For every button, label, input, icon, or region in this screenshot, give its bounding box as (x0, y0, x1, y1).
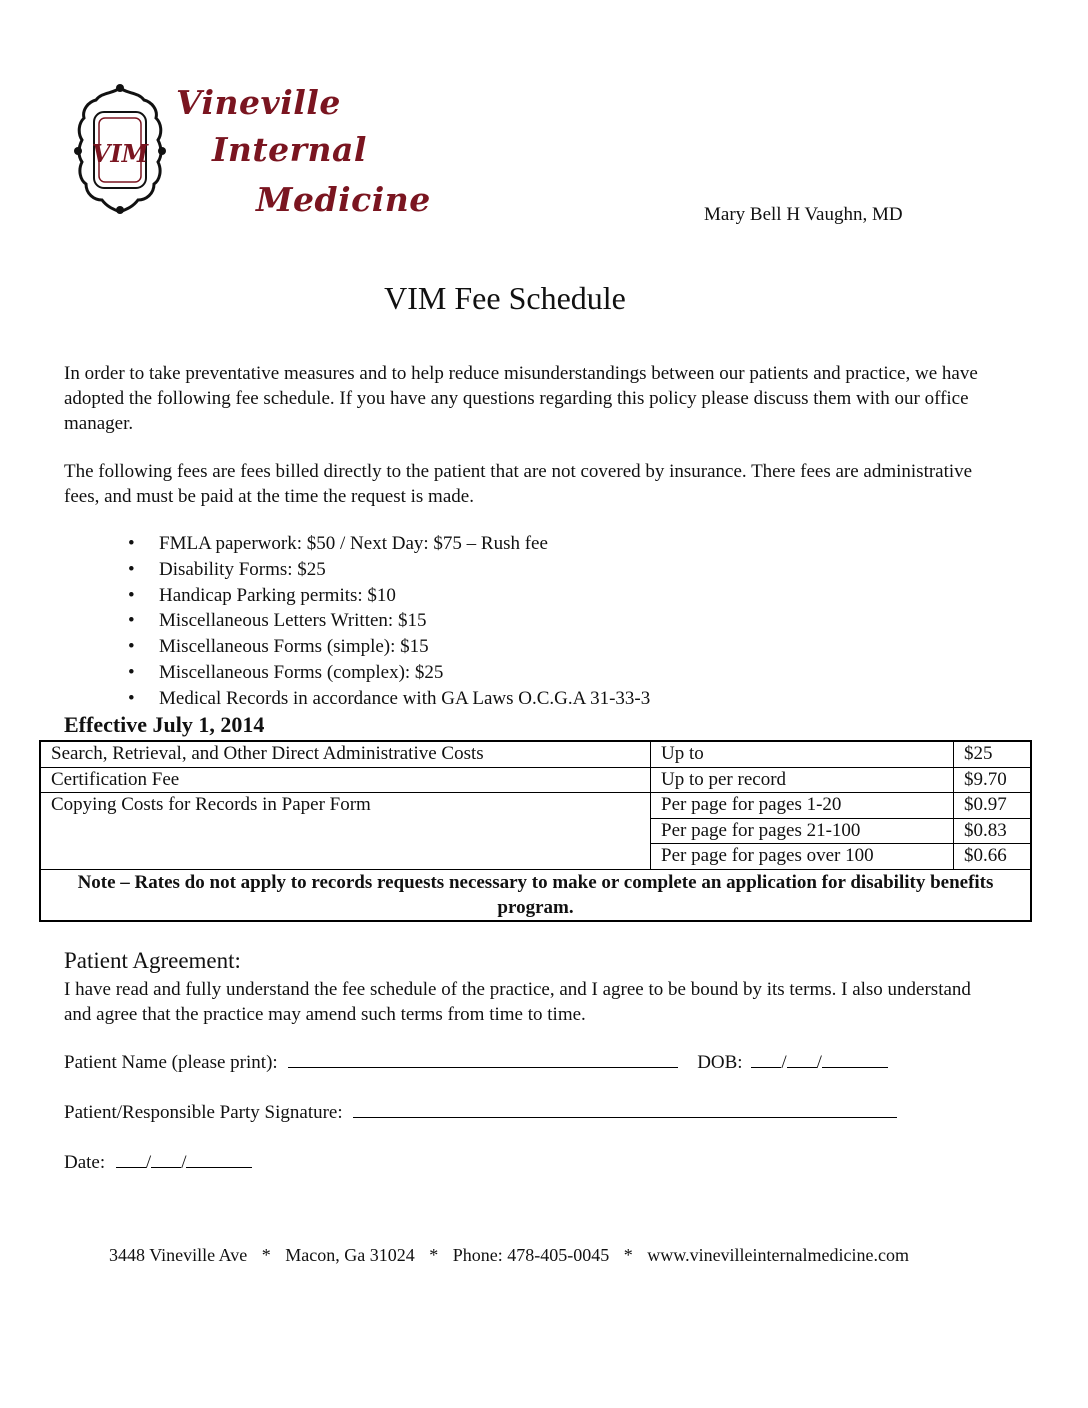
table-cell-basis: Per page for pages over 100 (651, 844, 954, 870)
list-item: • Medical Records in accordance with GA Laws O.C.G.A 31-33-3 (128, 686, 650, 712)
logo-text-line-3: Medicine (256, 180, 431, 219)
footer-separator: * (429, 1245, 439, 1265)
table-cell-basis: Up to (651, 741, 954, 767)
patient-name-label: Patient Name (please print): (64, 1052, 278, 1073)
doctor-name: Mary Bell H Vaughn, MD (704, 204, 903, 225)
table-cell-amount: $9.70 (954, 767, 1032, 793)
table-cell-description: Search, Retrieval, and Other Direct Administrative Costs (40, 741, 651, 767)
fee-bullet-list (128, 531, 650, 712)
table-cell-amount: $25 (954, 741, 1032, 767)
date-month-field[interactable] (116, 1149, 146, 1168)
date-day-field[interactable] (151, 1149, 181, 1168)
practice-logo-emblem (72, 82, 168, 216)
date-label: Date: (64, 1152, 106, 1173)
dob-month-field[interactable] (751, 1049, 781, 1068)
table-cell-basis: Per page for pages 1-20 (651, 793, 954, 819)
dob-label: DOB: (697, 1052, 743, 1073)
list-item: • Disability Forms: $25 (128, 557, 650, 583)
list-item: • Miscellaneous Forms (complex): $25 (128, 660, 650, 686)
list-item: • Miscellaneous Forms (simple): $15 (128, 634, 650, 660)
table-row (40, 869, 1031, 921)
table-row (40, 767, 1031, 793)
logo-text-line-1: Vineville (176, 83, 341, 122)
patient-agreement-text: I have read and fully understand the fee schedule of the practice, and I agree to be bound by its terms. I also understand and agree that the practice may amend such terms from time to time. (64, 979, 971, 1025)
footer-phone: Phone: 478-405-0045 (452, 1245, 610, 1265)
table-cell-description: Certification Fee (40, 767, 651, 793)
signature-field[interactable] (353, 1099, 897, 1118)
effective-date-heading: Effective July 1, 2014 (64, 712, 265, 737)
footer-website-link[interactable]: www.vinevilleinternalmedicine.com (647, 1245, 909, 1265)
medical-records-fee-table (39, 740, 1032, 922)
page-title: VIM Fee Schedule (384, 280, 626, 316)
intro-paragraph: In order to take preventative measures and to help reduce misunderstandings between our patients and practice, we have adopted the following fee schedule. If you have any questions regarding this policy please discuss them with our office manager. (64, 363, 978, 434)
logo-monogram: VIM (91, 139, 149, 168)
patient-name-field[interactable] (288, 1049, 678, 1068)
table-cell-basis: Up to per record (651, 767, 954, 793)
table-cell-description: Copying Costs for Records in Paper Form (40, 793, 651, 870)
date-year-field[interactable] (186, 1149, 252, 1168)
footer-separator: * (261, 1245, 271, 1265)
patient-agreement-heading: Patient Agreement: (64, 948, 241, 973)
list-item: • Miscellaneous Letters Written: $15 (128, 608, 650, 634)
date-row: Date: / / (64, 1149, 252, 1174)
fees-paragraph: The following fees are fees billed directly to the patient that are not covered by insurance. There fees are administrative fees, and must be paid at the time the request is made. (64, 461, 973, 507)
table-row (40, 741, 1031, 767)
signature-label: Patient/Responsible Party Signature: (64, 1102, 343, 1123)
table-cell-amount: $0.66 (954, 844, 1032, 870)
patient-name-row: Patient Name (please print): DOB: / / (64, 1049, 888, 1074)
dob-day-field[interactable] (787, 1049, 817, 1068)
table-cell-amount: $0.97 (954, 793, 1032, 819)
logo-text-line-2: Internal (212, 130, 367, 169)
footer-address: 3448 Vineville Ave (109, 1245, 248, 1265)
footer-city: Macon, Ga 31024 (285, 1245, 415, 1265)
table-row (40, 793, 1031, 819)
footer-contact (0, 1245, 1010, 1266)
list-item: • FMLA paperwork: $50 / Next Day: $75 – Rush fee (128, 531, 650, 557)
dob-year-field[interactable] (822, 1049, 888, 1068)
table-cell-basis: Per page for pages 21-100 (651, 818, 954, 844)
signature-row (64, 1099, 897, 1124)
table-cell-amount: $0.83 (954, 818, 1032, 844)
footer-separator: * (623, 1245, 633, 1265)
table-note: Note – Rates do not apply to records requests necessary to make or complete an application for disability benefits program. (40, 869, 1031, 921)
list-item: • Handicap Parking permits: $10 (128, 583, 650, 609)
